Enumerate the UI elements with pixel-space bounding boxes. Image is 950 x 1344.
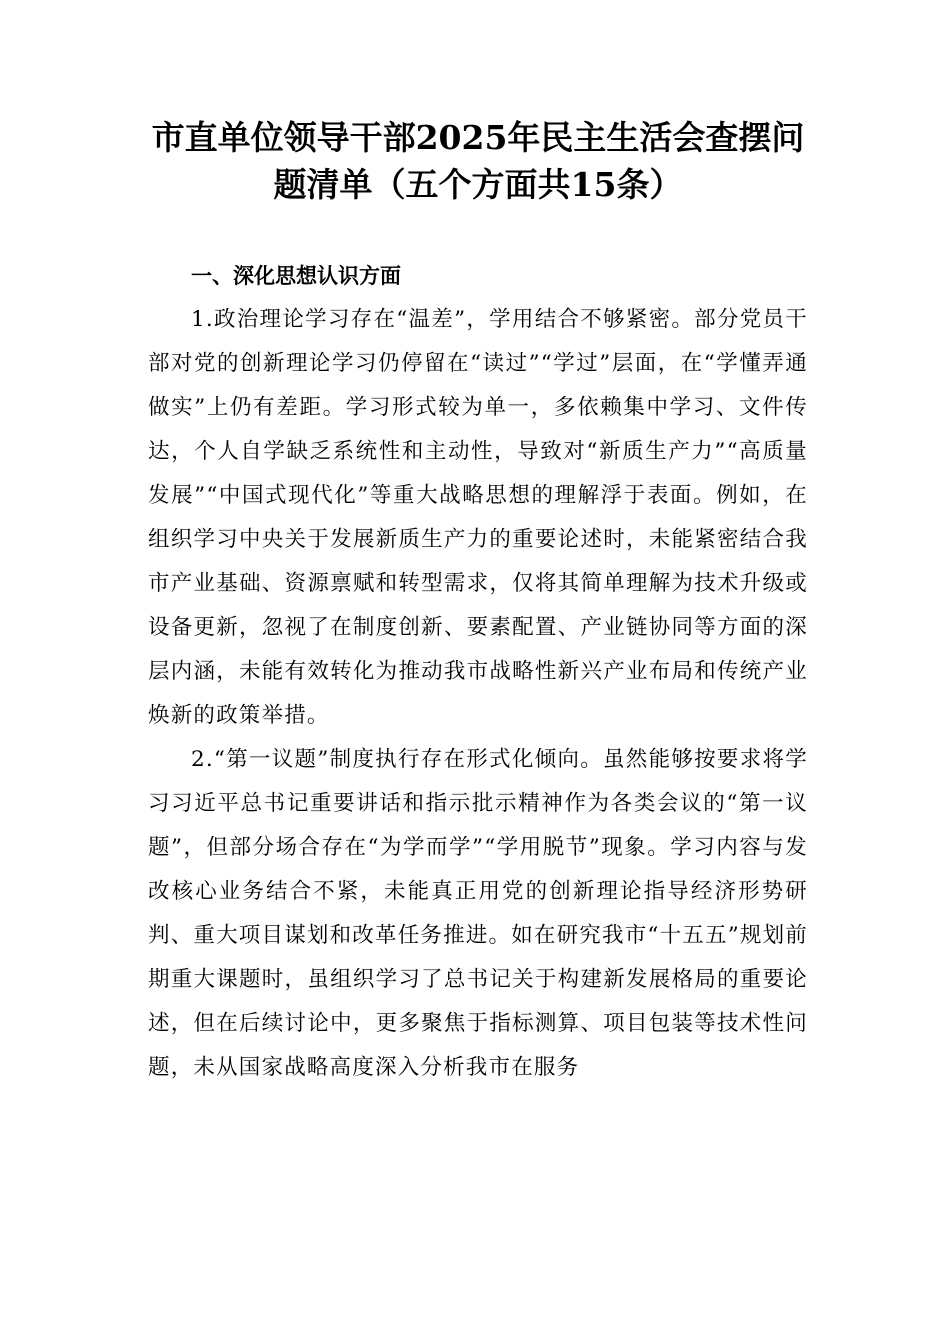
section-heading: 一、深化思想认识方面 xyxy=(191,264,401,288)
paragraph-item-1: 1.政治理论学习存在“温差”，学用结合不够紧密。部分党员干部对党的创新理论学习仍停留在“读过”“学过”层面，在“学懂弄通做实”上仍有差距。学习形式较为单一，多依赖集中学习、文件传达，个人自学缺乏系统性和主动性，导致对“新质生产力”“高质量发展”“中国式现代化”等重大战略思想的理解浮于表面。例如，在组织学习中央关于发展新质生产力的重要论述时，未能紧密结合我市产业基础、资源禀赋和转型需求，仅将其简单理解为技术升级或设备更新，忽视了在制度创新、要素配置、产业链协同等方面的深层内涵，未能有效转化为推动我市战略性新兴产业布局和传统产业焕新的政策举措。 xyxy=(148,307,808,728)
document-title: 市直单位领导干部2025年民主生活会查摆问题清单（五个方面共15条） xyxy=(151,118,805,204)
paragraph-item-2: 2.“第一议题”制度执行存在形式化倾向。虽然能够按要求将学习习近平总书记重要讲话和指示批示精神作为各类会议的“第一议题”，但部分场合存在“为学而学”“学用脱节”现象。学习内容与发改核心业务结合不紧，未能真正用党的创新理论指导经济形势研判、重大项目谋划和改革任务推进。如在研究我市“十五五”规划前期重大课题时，虽组织学习了总书记关于构建新发展格局的重要论述，但在后续讨论中，更多聚焦于指标测算、项目包装等技术性问题，未从国家战略高度深入分析我市在服务 xyxy=(148,747,808,1080)
document-body xyxy=(148,254,808,1090)
